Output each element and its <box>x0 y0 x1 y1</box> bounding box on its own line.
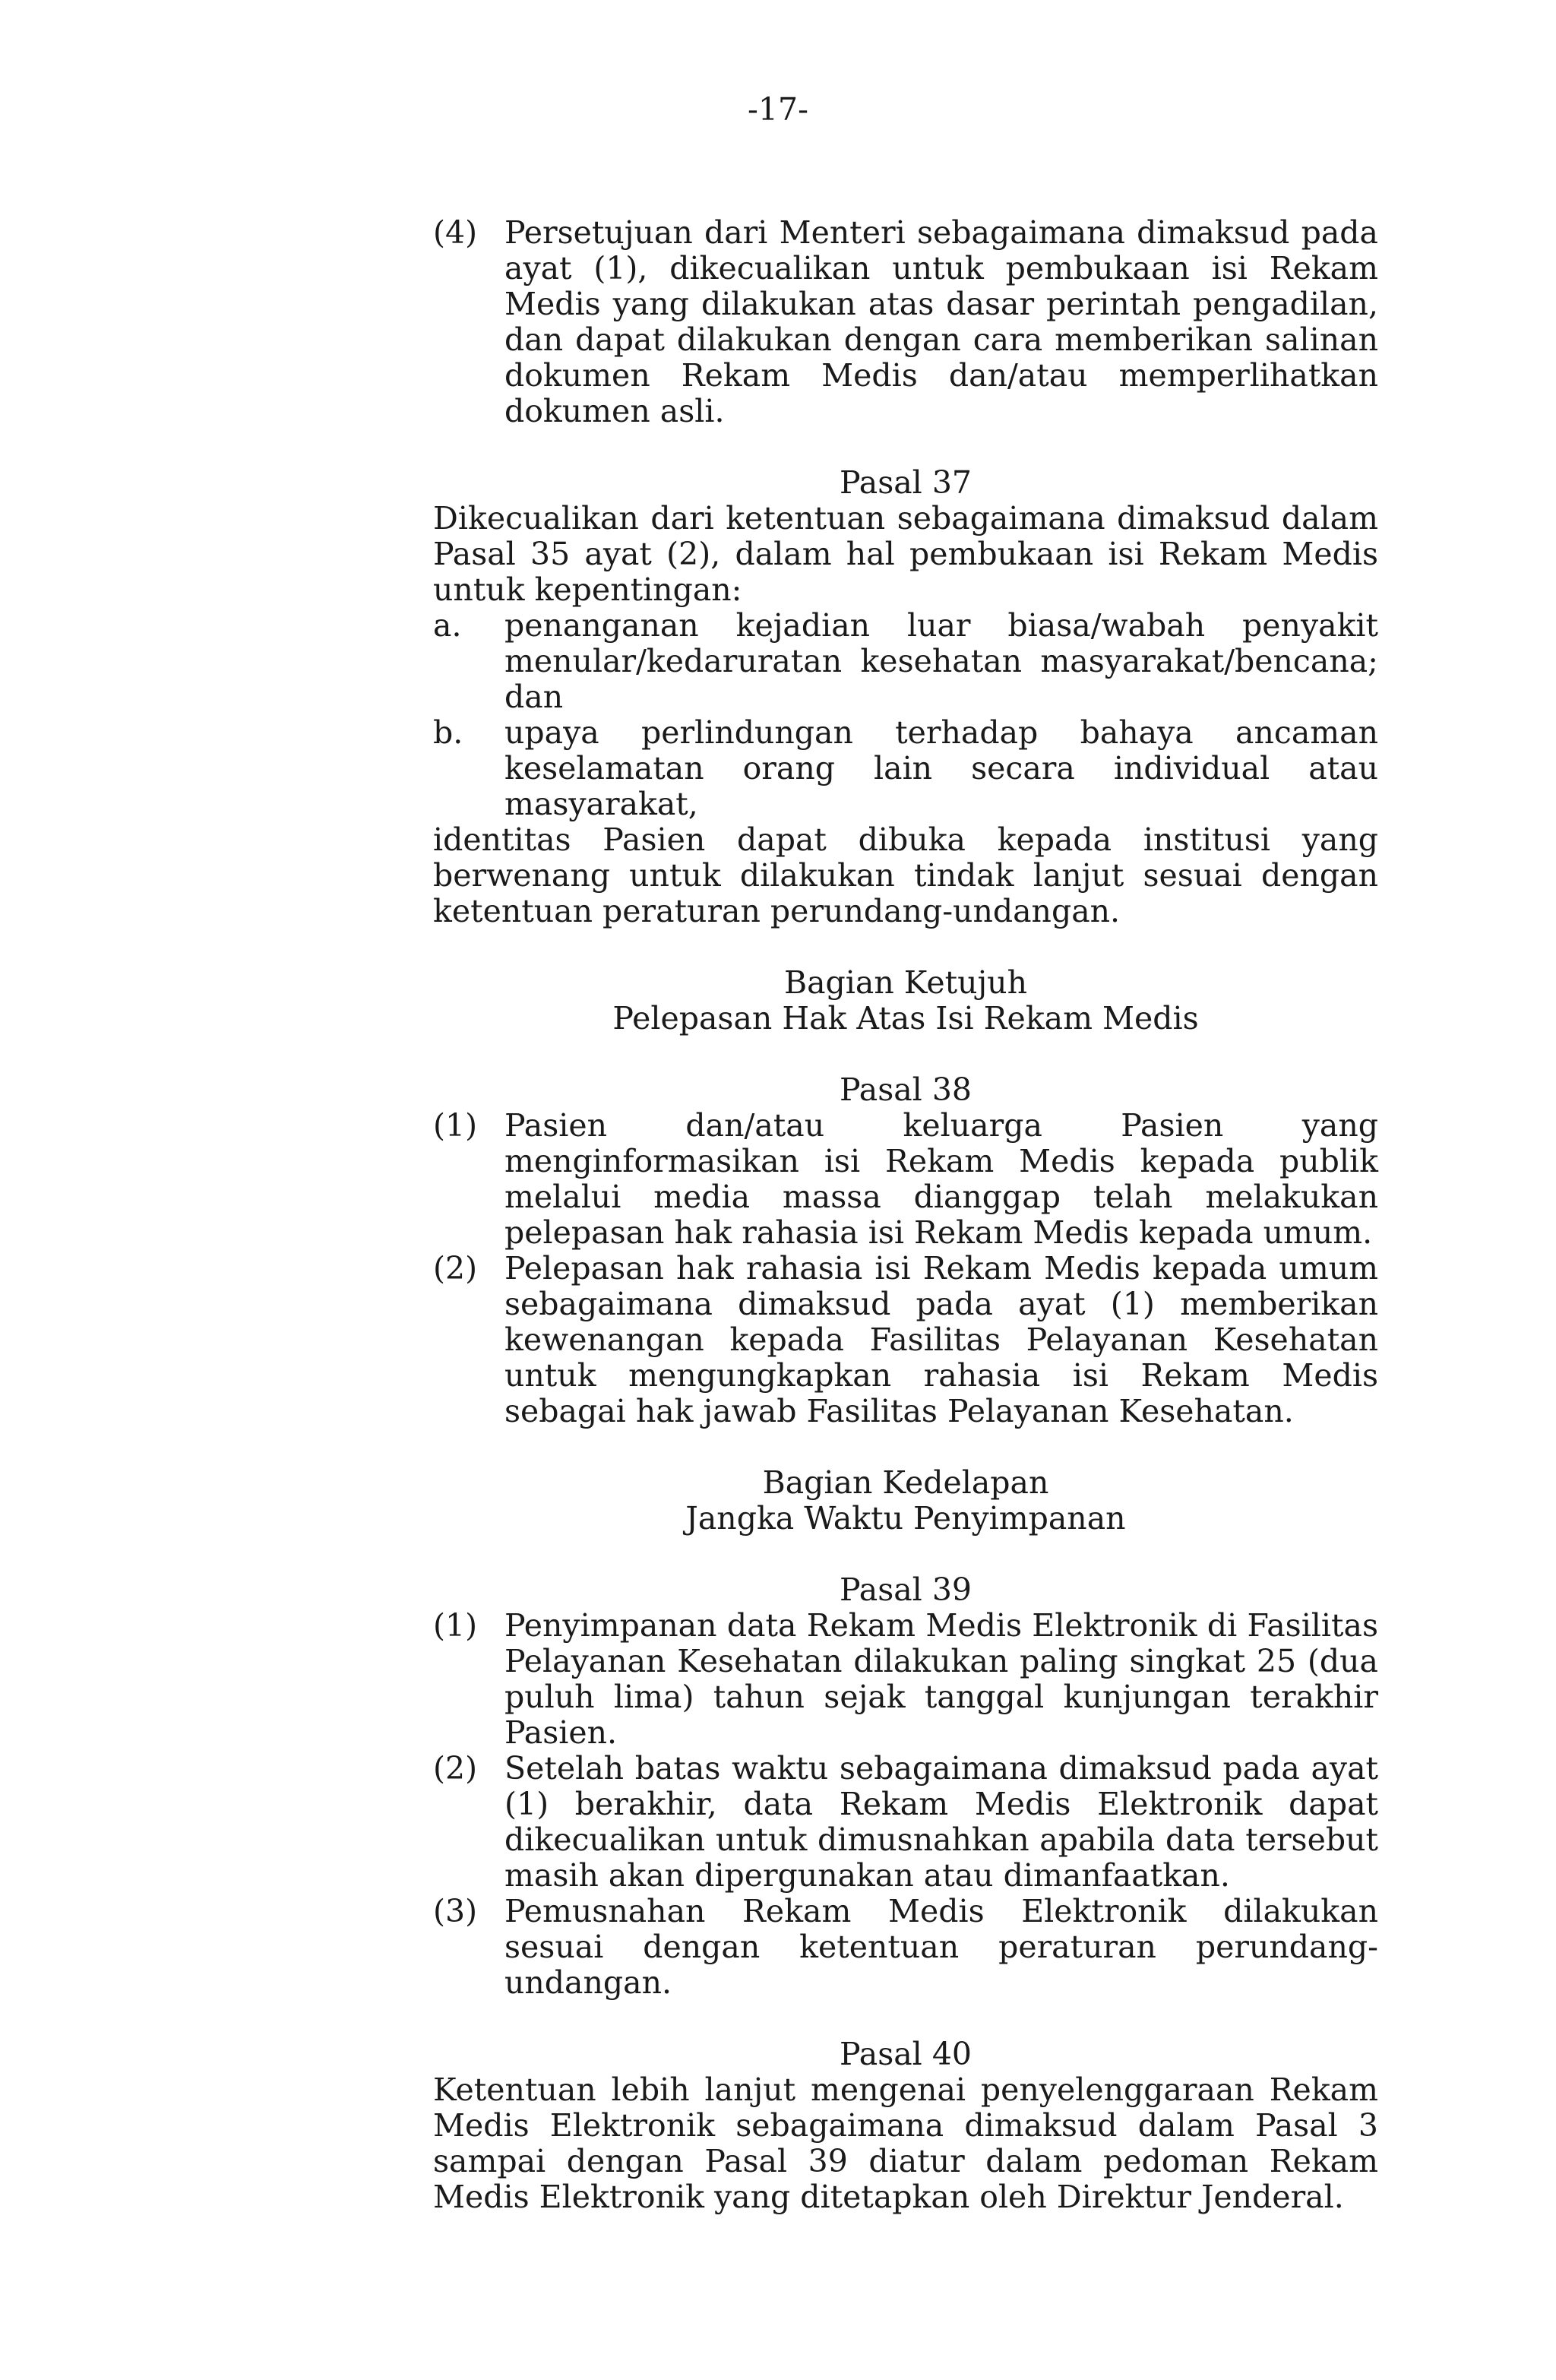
section-subtitle: Jangka Waktu Penyimpanan <box>685 1500 1126 1537</box>
list-item <box>433 1251 1378 1429</box>
article-title: Pasal 38 <box>840 1071 972 1108</box>
item-marker: (4) <box>433 214 478 251</box>
item-text: penanganan kejadian luar biasa/wabah penyakit menular/kedaruratan kesehatan masyarakat/bencana; dan <box>504 607 1378 715</box>
article-title: Pasal 40 <box>840 2036 972 2072</box>
section-subtitle: Pelepasan Hak Atas Isi Rekam Medis <box>612 1000 1199 1037</box>
item-marker: (1) <box>433 1107 478 1144</box>
article-closing: identitas Pasien dapat dibuka kepada institusi yang berwenang untuk dilakukan tindak lanjut sesuai dengan ketentuan peraturan perundang-undangan. <box>433 821 1378 929</box>
section-title: Bagian Kedelapan <box>762 1464 1049 1501</box>
article-title: Pasal 37 <box>840 464 972 501</box>
item-marker: (2) <box>433 1250 478 1287</box>
page-number: -17- <box>748 91 808 128</box>
list-item <box>433 1108 1378 1251</box>
document-body <box>433 215 1378 2215</box>
article-title: Pasal 39 <box>840 1571 972 1608</box>
item-text: Pemusnahan Rekam Medis Elektronik dilakukan sesuai dengan ketentuan peraturan perundang-undangan. <box>504 1893 1378 2001</box>
item-marker: (1) <box>433 1607 478 1644</box>
item-text: Penyimpanan data Rekam Medis Elektronik di Fasilitas Pelayanan Kesehatan dilakukan paling singkat 25 (dua puluh lima) tahun sejak tanggal kunjungan terakhir Pasien. <box>504 1607 1378 1751</box>
section-title: Bagian Ketujuh <box>783 964 1027 1001</box>
item-text: upaya perlindungan terhadap bahaya ancaman keselamatan orang lain secara individual atau masyarakat, <box>504 714 1378 822</box>
item-marker: b. <box>433 714 463 751</box>
item-marker: (3) <box>433 1893 478 1929</box>
list-item <box>433 1608 1378 1751</box>
article-text: Ketentuan lebih lanjut mengenai penyelenggaraan Rekam Medis Elektronik sebagaimana dimaksud dalam Pasal 3 sampai dengan Pasal 39 diatur dalam pedoman Rekam Medis Elektronik yang ditetapkan oleh Direktur Jenderal. <box>433 2071 1378 2215</box>
item-text: Pelepasan hak rahasia isi Rekam Medis kepada umum sebagaimana dimaksud pada ayat (1) memberikan kewenangan kepada Fasilitas Pelayanan Kesehatan untuk mengungkapkan rahasia isi Rekam Medis sebagai hak jawab Fasilitas Pelayanan Kesehatan. <box>504 1250 1378 1429</box>
list-item <box>433 608 1378 715</box>
item-text: Setelah batas waktu sebagaimana dimaksud pada ayat (1) berakhir, data Rekam Medis Elektronik dapat dikecualikan untuk dimusnahkan apabila data tersebut masih akan dipergunakan atau dimanfaatkan. <box>504 1750 1378 1894</box>
item-text: Persetujuan dari Menteri sebagaimana dimaksud pada ayat (1), dikecualikan untuk pembukaan isi Rekam Medis yang dilakukan atas dasar perintah pengadilan, dan dapat dilakukan dengan cara memberikan salinan dokumen Rekam Medis dan/atau memperlihatkan dokumen asli. <box>504 214 1378 429</box>
item-marker: a. <box>433 607 462 644</box>
list-item <box>433 715 1378 822</box>
item-text: Pasien dan/atau keluarga Pasien yang menginformasikan isi Rekam Medis kepada publik melalui media massa dianggap telah melakukan pelepasan hak rahasia isi Rekam Medis kepada umum. <box>504 1107 1378 1251</box>
list-item <box>433 215 1378 429</box>
item-marker: (2) <box>433 1750 478 1787</box>
list-item <box>433 1894 1378 2001</box>
article-intro: Dikecualikan dari ketentuan sebagaimana dimaksud dalam Pasal 35 ayat (2), dalam hal pembukaan isi Rekam Medis untuk kepentingan: <box>433 500 1378 608</box>
list-item <box>433 1751 1378 1894</box>
